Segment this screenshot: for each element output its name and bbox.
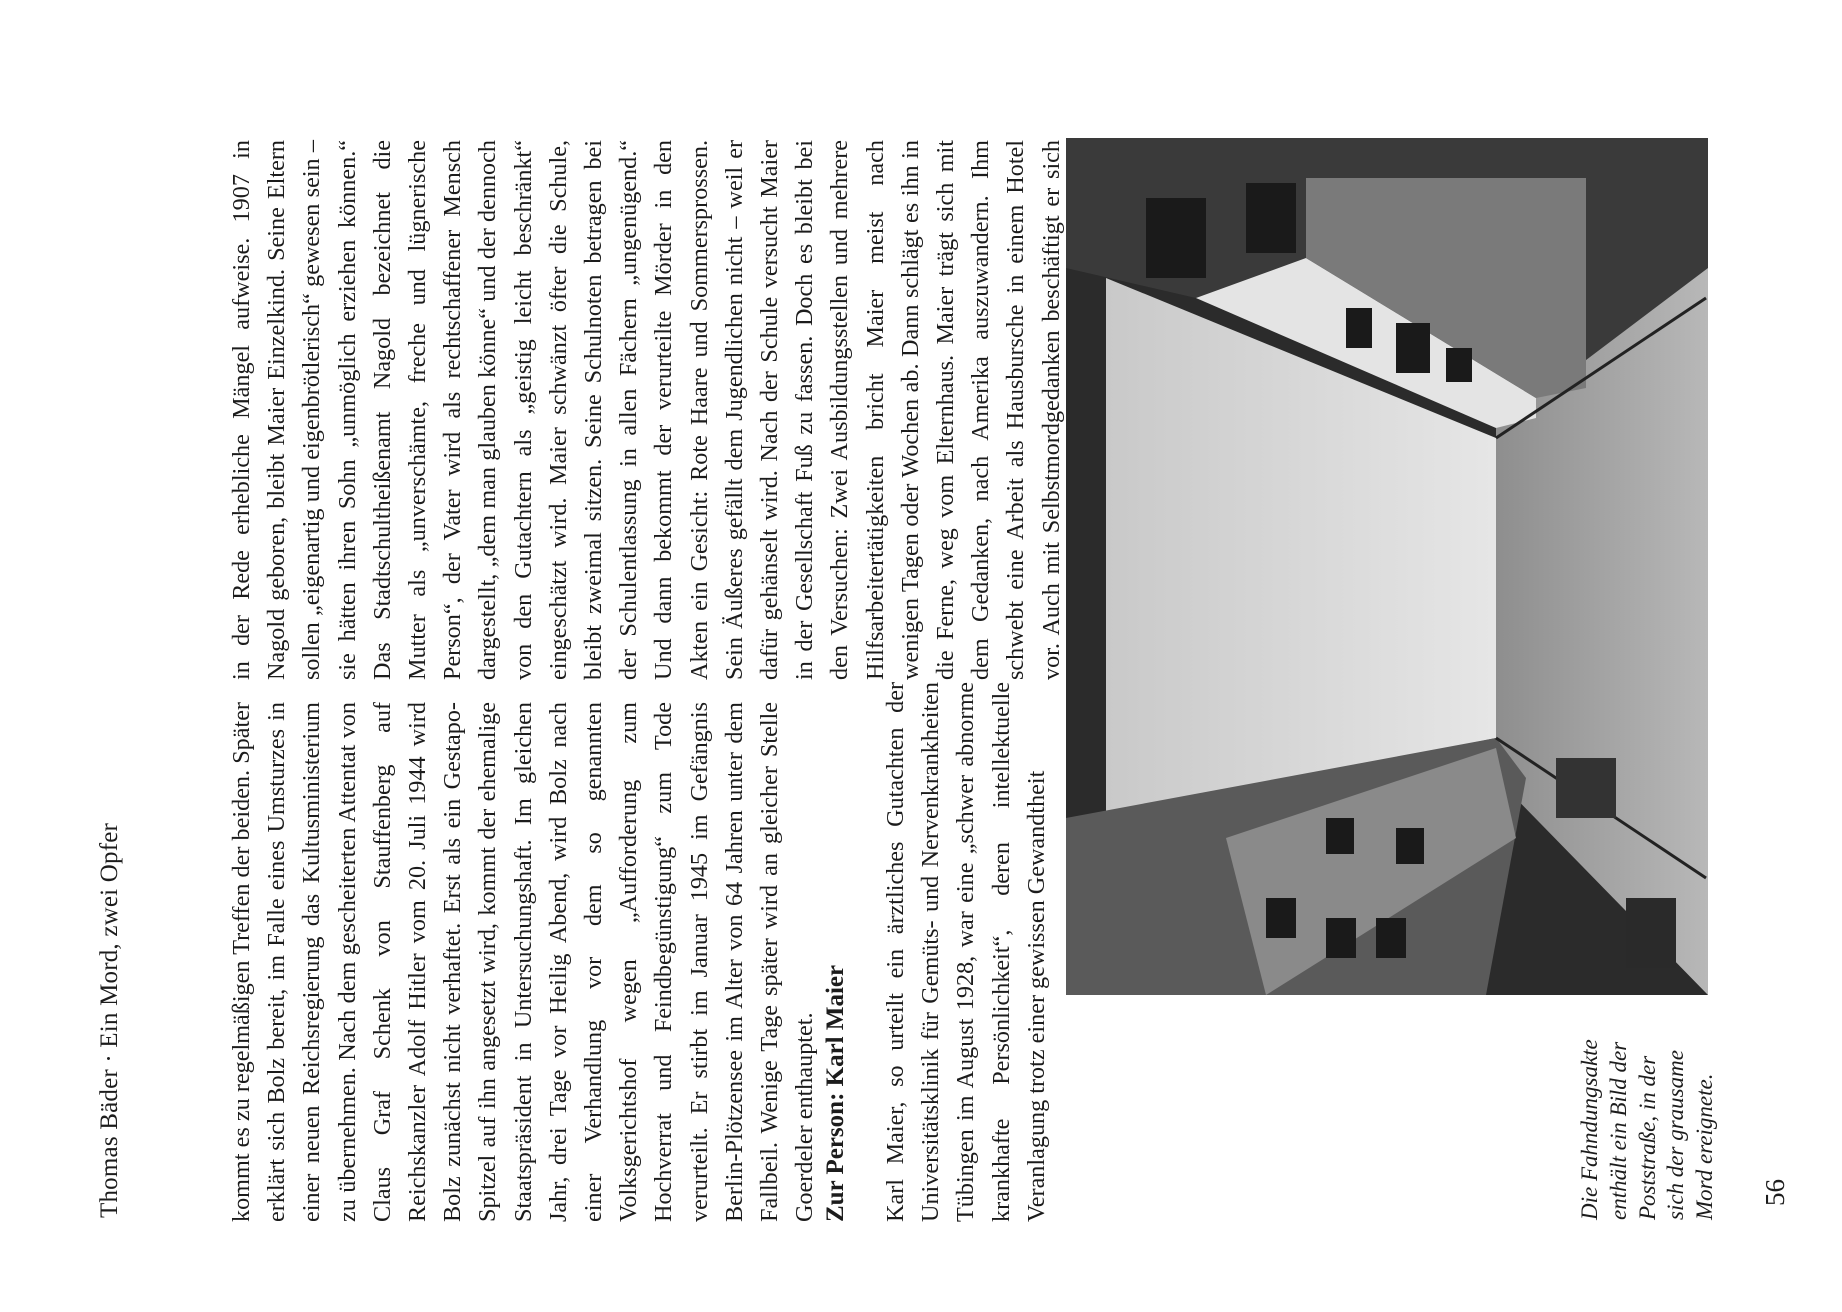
caption-line-3: Poststraße, in der bbox=[1634, 1055, 1660, 1220]
caption-line-4: sich der grausame bbox=[1663, 1050, 1689, 1220]
text-column-1 bbox=[224, 702, 822, 1222]
column-1-paragraph: kommt es zu regelmäßigen Treffen der beiden. Später erklärt sich Bolz bereit, im Falle eines Umsturzes in einer neuen Reichsregierung das Kultusministerium zu übernehmen. Nach dem gescheiterten Attentat von Claus Graf Schenk von Stauffenberg auf Reichskanzler Adolf Hitler vom 20. Juli 1944 wird Bolz zunächst nicht verhaftet. Erst als ein Gestapo-Spitzel auf ihn angesetzt wird, kommt der ehemalige Staatspräsident in Untersuchungshaft. Im gleichen Jahr, drei Tage vor Heilig Abend, wird Bolz nach einer Verhandlung vor dem so genannten Volksgerichtshof wegen „Aufforderung zum Hochverrat und Feindbegünstigung“ zum Tode verurteilt. Er stirbt im Januar 1945 im Gefängnis Berlin-Plötzensee im Alter von 64 Jahren unter dem Fallbeil. Wenige Tage später wird an gleicher Stelle Goerdeler enthauptet. bbox=[228, 702, 819, 1222]
text-column-2 bbox=[878, 682, 1054, 1222]
column-2-paragraph: Karl Maier, so urteilt ein ärztliches Gutachten der Universitätsklinik für Gemüts- und Nervenkrankheiten Tübingen im August 1928, war eine „schwer abnorme krankhafte Persönlichkeit“, deren intellektuelle Veranlagung trotz einer gewissen Gewandtheit bbox=[882, 682, 1050, 1222]
running-head: Thomas Bäder · Ein Mord, zwei Opfer bbox=[96, 822, 123, 1218]
street-photograph bbox=[1066, 138, 1708, 995]
text-column-3 bbox=[224, 140, 1104, 680]
caption-line-5: Mord ereignete. bbox=[1692, 1073, 1718, 1220]
caption-line-2: enthält ein Bild der bbox=[1605, 1041, 1631, 1220]
caption-line-1: Die Fahndungsakte bbox=[1577, 1039, 1602, 1220]
column-3-paragraph: in der Rede erhebliche Mängel aufweise. 1907 in Nagold geboren, bleibt Maier Einzelkind. Seine Eltern sollen „eigenartig und eigenbrötlerisch“ gewesen sein – sie hätten ihren Sohn „unmöglich erziehen können.“ Das Stadtschultheißenamt Nagold bezeichnet die Mutter als „unverschämte, freche und lügnerische Person“, der Vater wird als rechtschaffener Mensch dargestellt, „dem man glauben könne“ und der dennoch von den Gutachtern als „geistig leicht beschränkt“ eingeschätzt wird. Maier schwänzt öfter die Schule, bleibt zweimal sitzen. Seine Schulnoten betragen bei der Schulentlassung in allen Fächern „ungenügend.“ Und dann bekommt der verurteilte Mörder in den Akten ein Gesicht: Rote Haare und Sommersprossen. Sein Äußeres gefällt dem Jugendlichen nicht – weil er dafür gehänselt wird. Nach der Schule versucht Maier in der Gesellschaft Fuß zu fassen. Doch es bleibt bei den Versuchen: Zwei Ausbildungsstellen und mehrere Hilfsarbeitertätigkeiten bricht Maier meist nach wenigen Tagen oder Wochen ab. Dann schlägt es ihn in die Ferne, weg vom Elternhaus. Maier trägt sich mit dem Gedanken, nach Amerika auszuwandern. Ihm schwebt eine Arbeit als Hausbursche in einem Hotel vor. Auch mit Selbstmordgedanken beschäftigt er sich bbox=[228, 140, 1065, 680]
section-heading: Zur Person: Karl Maier bbox=[822, 964, 849, 1222]
page-number: 56 bbox=[1760, 1179, 1790, 1206]
photo-caption bbox=[1576, 1020, 1720, 1220]
